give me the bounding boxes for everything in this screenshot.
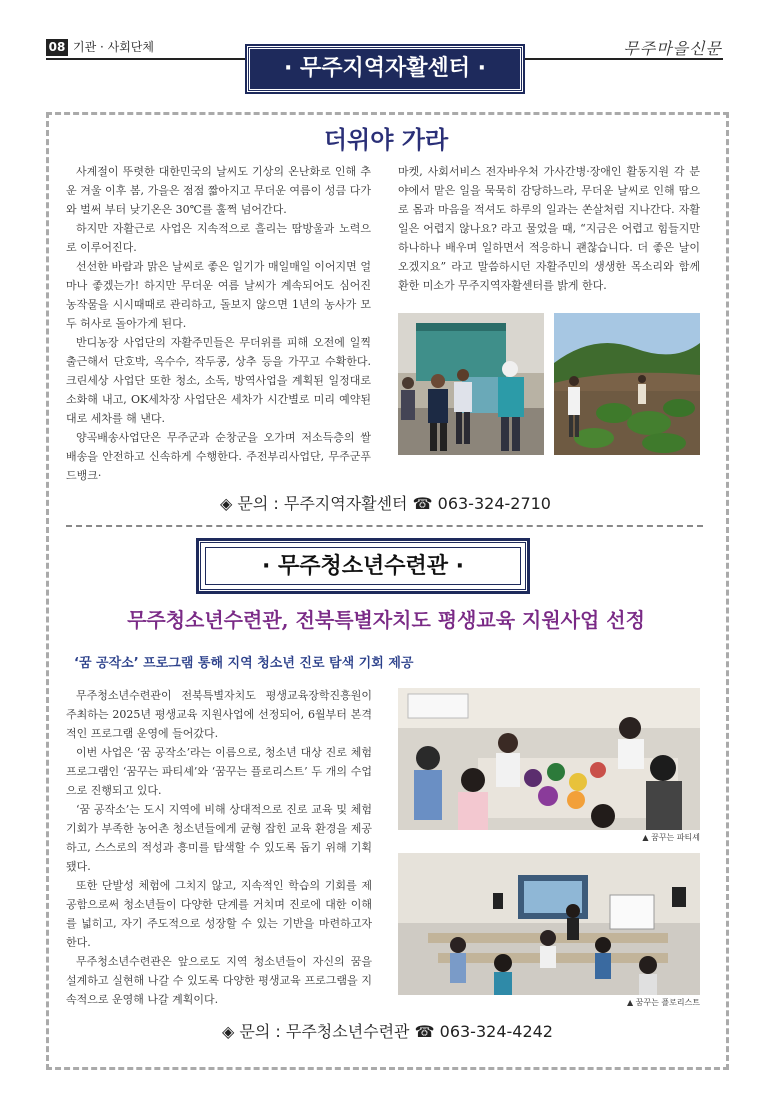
phone-icon: ☎: [414, 1022, 435, 1041]
section1-banner: · 무주지역자활센터 ·: [247, 46, 523, 92]
paragraph: 이번 사업은 ‘꿈 공작소’라는 이름으로, 청소년 대상 진로 체험 프로그램인 ‘꿈꾸는 파티셰’와 ‘꿈꾸는 플로리스트’ 두 개의 수업으로 진행되고 있다.: [66, 746, 372, 797]
carwash-photo: [398, 313, 544, 455]
section-divider: [66, 525, 703, 527]
photo-caption: ▲ 꿈꾸는 파티셰: [642, 833, 700, 842]
photo-caption: ▲ 꿈꾸는 플로리스트: [626, 998, 700, 1007]
page-number: 08: [46, 39, 68, 56]
section2-title: 무주청소년수련관, 전북특별자치도 평생교육 지원사업 선정: [127, 608, 645, 632]
contact-phone: 063-324-2710: [437, 494, 551, 513]
phone-icon: ☎: [412, 494, 433, 513]
section1-column-1: [66, 162, 371, 485]
paragraph: 사계절이 뚜렷한 대한민국의 날씨도 기상의 온난화로 인해 추운 겨울 이후 봄, 가을은 점점 짧아지고 무더운 여름이 성큼 다가와 벌써 부터 낮기온은 30℃를 훌쩍 넘어간다.: [66, 165, 371, 216]
contact-phone: 063-324-4242: [439, 1022, 553, 1041]
patissier-class-photo: [398, 688, 700, 830]
paragraph: 마켓, 사회서비스 전자바우처 가사간병·장애인 활동지원 각 분야에서 맡은 일을 묵묵히 감당하느라, 무더운 날씨로 인해 땀으로 몸과 마음을 적셔도 하루의 일과는 쏜살처럼 지나간다. 자활일은 어렵지 않나요? 라고 물었을 때, “지금은 어렵고 힘들지만 하나하나 배우며 일하면서 적응하니 괜찮습니다. 더 좋은 날이 오겠지요” 라고 말씀하시던 자활주민의 생생한 목소리와 함께 환한 미소가 무주지역자활센터를 밝게 한다.: [398, 165, 700, 292]
paragraph: 무주청소년수련관이 전북특별자치도 평생교육장학진흥원이 주최하는 2025년 평생교육 지원사업에 선정되어, 6월부터 본격적인 프로그램 운영에 들어갔다.: [66, 689, 372, 740]
section1-contact: [220, 491, 551, 514]
paragraph: ‘꿈 공작소’는 도시 지역에 비해 상대적으로 진로 교육 및 체험 기회가 부족한 농어촌 청소년들에게 균형 잡힌 교육 환경을 제공하고, 스스로의 적성과 흥미를 탐색할 수 있도록 돕기 위해 기획됐다.: [66, 803, 372, 873]
masthead-logo: 무주마을신문: [623, 39, 722, 58]
paragraph: 반디농장 사업단의 자활주민들은 무더위를 피해 오전에 일찍 출근해서 단호박, 옥수수, 작두콩, 상추 등을 가꾸고 수확한다. 크린세상 사업단 또한 청소, 소독, 방역사업을 계획된 일정대로 소화해 내고, OK세차장 사업단은 세차가 시간별로 미리 예약된 대로 세차를 해 낸다.: [66, 336, 371, 425]
florist-class-photo: [398, 853, 700, 995]
paragraph: 양곡배송사업단은 무주군과 순창군을 오가며 저소득층의 쌀 배송을 안전하고 신속하게 수행한다. 주전부리사업단, 무주군푸드뱅크·: [66, 431, 371, 482]
section1-title: 더위야 가라: [323, 125, 449, 154]
section2-banner: [198, 540, 528, 592]
paragraph: 선선한 바람과 맑은 날씨로 좋은 일기가 매일매일 이어지면 얼마나 좋겠는가! 하지만 무더운 여름 날씨가 계속되어도 심어진 농작물을 시시때때로 관리하고, 돌보지 않으면 1년의 농사가 모두 허사로 돌아가게 된다.: [66, 260, 371, 330]
paragraph: 또한 단발성 체험에 그치지 않고, 지속적인 학습의 기회를 제공함으로써 청소년들이 다양한 단계를 거치며 진로에 대한 이해를 넓히고, 자기 주도적으로 성장할 수 있는 기반을 마련하고자 한다.: [66, 879, 372, 949]
section2-subtitle: ‘꿈 공작소’ 프로그램 통해 지역 청소년 진로 탐색 기회 제공: [74, 656, 414, 671]
contact-label: ◈ 문의 : 무주지역자활센터: [220, 494, 408, 513]
section2-contact: [222, 1019, 553, 1042]
paragraph: 하지만 자활근로 사업은 지속적으로 흘리는 땀방울과 노력으로 이루어진다.: [66, 222, 371, 254]
section-label: 기관 · 사회단체: [73, 40, 154, 54]
section2-column: [66, 686, 372, 1009]
paragraph: 무주청소년수련관은 앞으로도 지역 청소년들이 자신의 꿈을 설계하고 실현해 나갈 수 있도록 다양한 평생교육 프로그램을 지속적으로 운영해 나갈 계획이다.: [66, 955, 372, 1006]
contact-label: ◈ 문의 : 무주청소년수련관: [222, 1022, 410, 1041]
section2-banner-text: · 무주청소년수련관 ·: [205, 547, 521, 585]
farm-photo: [554, 313, 700, 455]
section1-column-2: [398, 162, 700, 295]
